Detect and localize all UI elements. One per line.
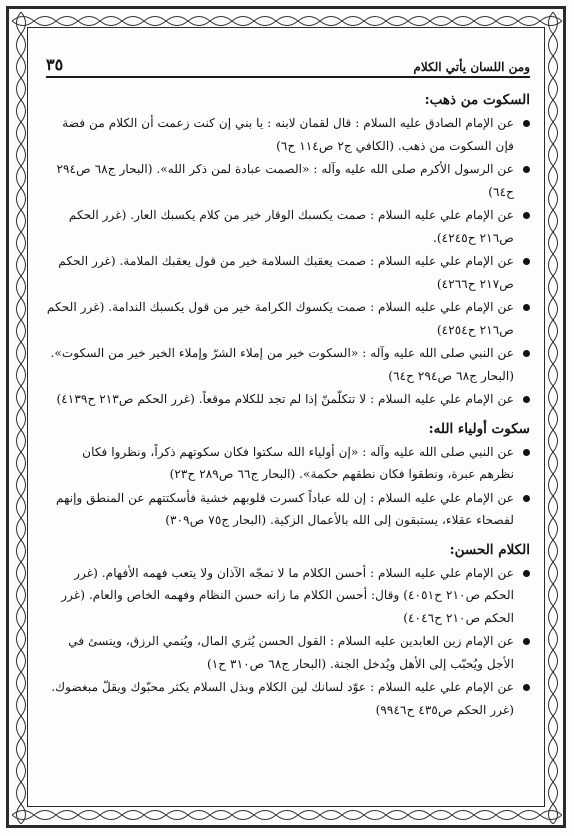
hadith-text: عن الإمام علي عليه السلام : أحسن الكلام ما لا تمجّه الآذان ولا يتعب فهمه الأفهام. (غرر الحكم ص٢١٠ ح٤٠٥١) وقال: أحسن الكلام ما زانه حسن النظام وفهمه الخاص والعام. (غرر الحكم ص٢١٠ ح٤٠٤٦) bbox=[61, 565, 514, 625]
bullet-icon bbox=[523, 449, 530, 456]
hadith-text: عن النبي صلى الله عليه وآله : «إن أولياء الله سكتوا فكان سكوتهم ذكراً، ونظروا فكان نظرهم عبرة، ونطقوا فكان نطقهم حكمة». (البحار ج٦٦ ص٢٨٩ ح٢٣) bbox=[82, 444, 514, 481]
hadith-list bbox=[46, 441, 530, 532]
hadith-item bbox=[46, 158, 530, 203]
bullet-icon bbox=[523, 396, 530, 403]
section-title: الكلام الحسن: bbox=[449, 541, 530, 558]
hadith-text: عن الإمام علي عليه السلام : عوّد لسانك لين الكلام وبذل السلام يكثر محبّوك ويقلّ مبغضوك. (غرر الحكم ص٤٣٥ ح٩٩٤٦) bbox=[51, 680, 514, 717]
bullet-icon bbox=[523, 258, 530, 265]
hadith-item bbox=[46, 204, 530, 249]
hadith-item bbox=[46, 630, 530, 675]
section-title: السكوت من ذهب: bbox=[424, 92, 530, 108]
hadith-item bbox=[46, 441, 530, 486]
bullet-icon bbox=[523, 212, 530, 219]
running-header bbox=[46, 50, 530, 78]
hadith-item bbox=[46, 388, 530, 411]
hadith-text: عن النبي صلى الله عليه وآله : «السكوت خير من إملاء الشرّ وإملاء الخير خير من السكوت». (البحار ج٦٨ ص٢٩٤ ح٦٤) bbox=[50, 346, 514, 383]
bullet-icon bbox=[523, 684, 530, 691]
hadith-item bbox=[46, 562, 530, 630]
hadith-text: عن الإمام علي عليه السلام : صمت يكسبك الوقار خير من كلام يكسبك العار. (غرر الحكم ص٢١٦ ح٤٢٤٥). bbox=[68, 208, 514, 245]
hadith-list bbox=[46, 562, 530, 722]
hadith-text: عن الإمام علي عليه السلام : صمت يكسوك الكرامة خير من قول يكسبك الندامة. (غرر الحكم ص٢١٦ ح٤٢٥٤) bbox=[46, 300, 514, 337]
hadith-text: عن الإمام زين العابدين عليه السلام : القول الحسن يُثري المال، ويُنمي الرزق، وينسئ في الأجل ويُحبّب إلى الأهل ويُدخل الجنة. (البحار ج٦٨ ص٣١٠ ح١) bbox=[68, 634, 514, 671]
page-number: ٣٥ bbox=[46, 55, 64, 74]
hadith-text: عن الرسول الأكرم صلى الله عليه وآله : «الصمت عبادة لمن ذكر الله». (البحار ج٦٨ ص٢٩٤ ح٦٤) bbox=[56, 162, 514, 199]
hadith-text: عن الإمام علي عليه السلام : صمت يعقبك السلامة خير من قول يعقبك الملامة. (غرر الحكم ص٢١٧ ح٤٢٦٦) bbox=[58, 254, 514, 291]
hadith-list bbox=[46, 112, 530, 411]
bullet-icon bbox=[523, 120, 530, 127]
running-header-title: ومن اللسان يأتي الكلام bbox=[413, 60, 530, 74]
hadith-text: عن الإمام علي عليه السلام : لا تتكلّمنّ إذا لم تجد للكلام موقعاً. (غرر الحكم ص٢١٣ ح٤١٣٩) bbox=[56, 392, 514, 406]
bullet-icon bbox=[523, 495, 530, 502]
bullet-icon bbox=[523, 570, 530, 577]
section-good-speech bbox=[46, 542, 530, 722]
section-saints-silence bbox=[46, 421, 530, 532]
bullet-icon bbox=[523, 304, 530, 311]
hadith-item bbox=[46, 487, 530, 532]
hadith-item bbox=[46, 676, 530, 721]
hadith-item bbox=[46, 112, 530, 157]
bullet-icon bbox=[523, 638, 530, 645]
section-title: سكوت أولياء الله: bbox=[428, 420, 530, 437]
hadith-item bbox=[46, 250, 530, 295]
bullet-icon bbox=[523, 166, 530, 173]
page-content bbox=[46, 50, 530, 790]
bullet-icon bbox=[523, 350, 530, 357]
hadith-item bbox=[46, 342, 530, 387]
hadith-text: عن الإمام علي عليه السلام : إن لله عباداً كسرت قلوبهم خشية فأسكتتهم عن المنطق وإنهم لفصحاء عقلاء، يستبقون إلى الله بالأعمال الزكية. (البحار ج٧٥ ص٣٠٩) bbox=[55, 490, 514, 527]
section-silence-gold bbox=[46, 92, 530, 411]
hadith-item bbox=[46, 296, 530, 341]
hadith-text: عن الإمام الصادق عليه السلام : قال لقمان لابنه : يا بني إن كنت زعمت أن الكلام من فضة فإن السكوت من ذهب. (الكافي ج٢ ص١١٤ ح٦) bbox=[62, 116, 514, 153]
